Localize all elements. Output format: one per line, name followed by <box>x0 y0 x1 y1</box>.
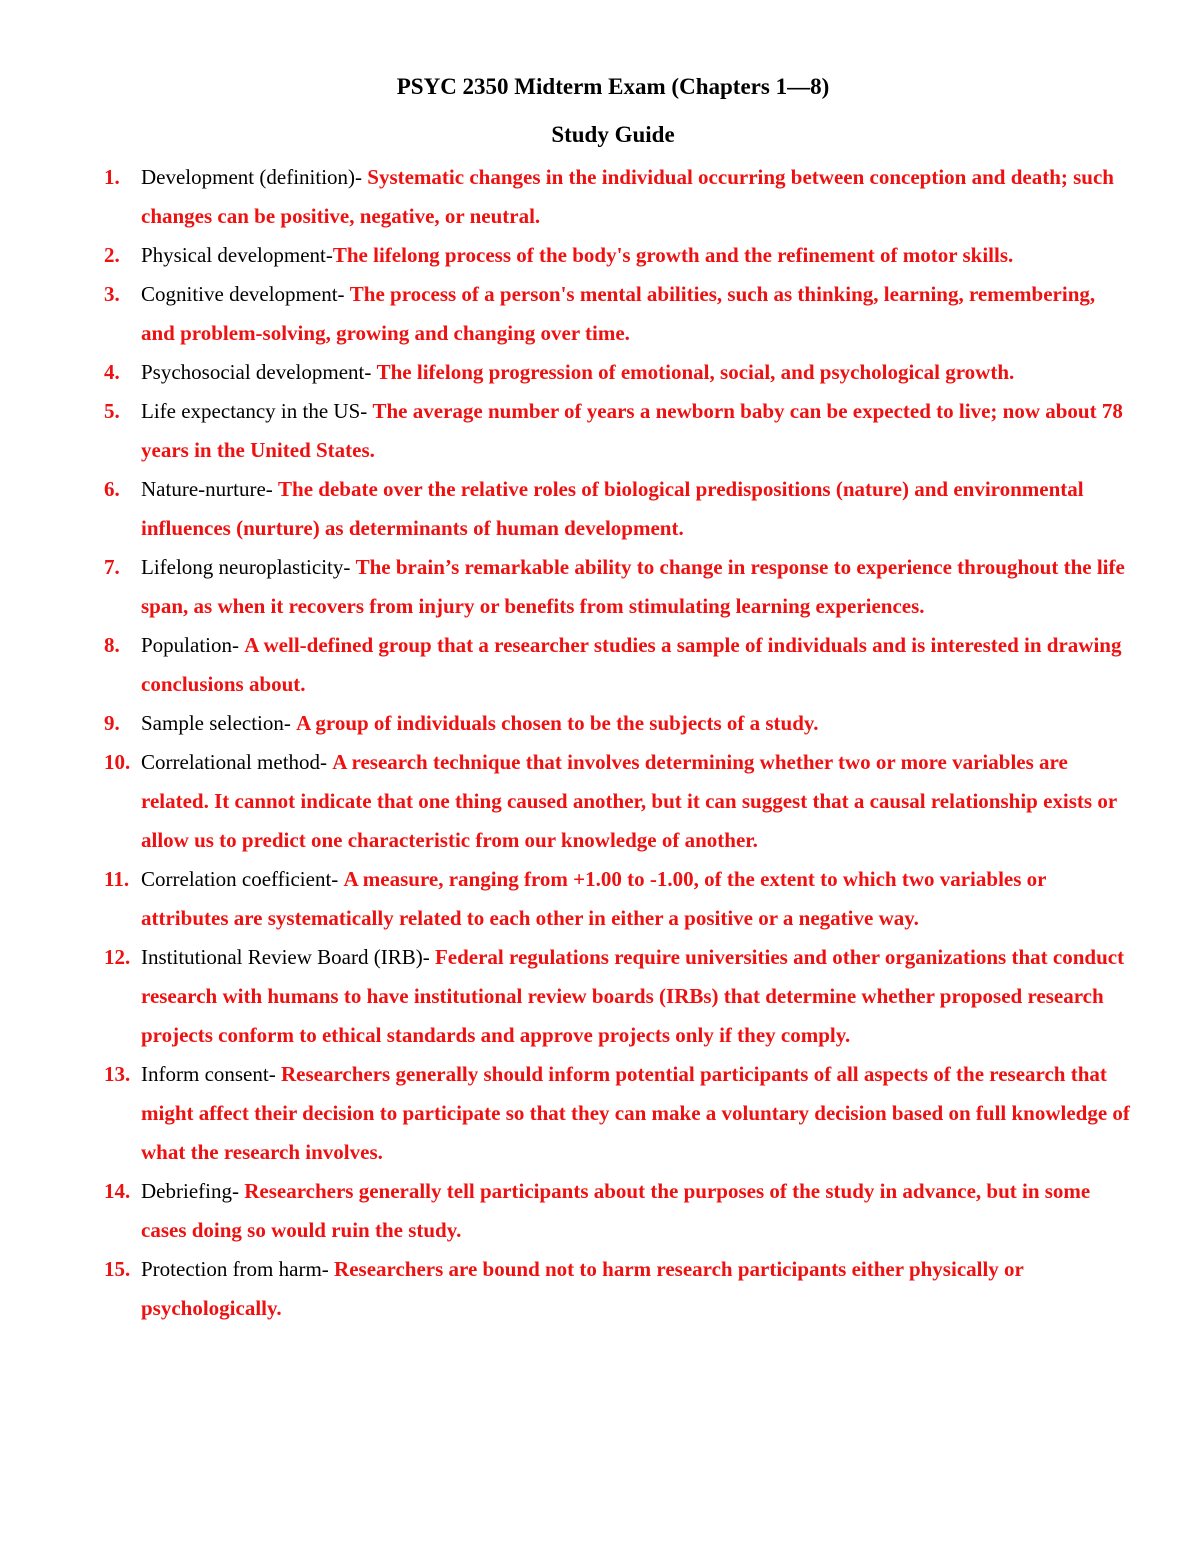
list-item <box>104 938 1130 1055</box>
study-guide-list <box>104 158 1130 1328</box>
list-item <box>104 704 1130 743</box>
list-item <box>104 860 1130 938</box>
item-number: 7. <box>104 555 120 579</box>
item-term: Population- <box>141 633 245 657</box>
item-number: 10. <box>104 750 131 774</box>
page-title: PSYC 2350 Midterm Exam (Chapters 1—8) <box>396 74 830 99</box>
item-number: 11. <box>104 867 130 891</box>
item-definition: The average number of years a newborn baby can be expected to live; now about 78 years in the United States. <box>141 399 1123 462</box>
item-number: 13. <box>104 1062 131 1086</box>
item-number: 2. <box>104 243 120 267</box>
item-number: 6. <box>104 477 120 501</box>
item-definition: The process of a person's mental abilities, such as thinking, learning, remembering, and problem-solving, growing and changing over time. <box>141 282 1096 345</box>
list-item <box>104 1172 1130 1250</box>
item-number: 5. <box>104 399 120 423</box>
item-definition: Researchers are bound not to harm research participants either physically or psychologically. <box>141 1257 1024 1320</box>
item-term: Lifelong neuroplasticity- <box>141 555 356 579</box>
item-term: Sample selection- <box>141 711 297 735</box>
item-definition: The lifelong progression of emotional, social, and psychological growth. <box>376 360 1015 384</box>
item-number: 9. <box>104 711 120 735</box>
list-item <box>104 626 1130 704</box>
item-number: 3. <box>104 282 120 306</box>
item-definition: A well-defined group that a researcher studies a sample of individuals and is interested in drawing conclusions about. <box>141 633 1122 696</box>
item-term: Life expectancy in the US- <box>141 399 373 423</box>
item-number: 8. <box>104 633 120 657</box>
item-number: 15. <box>104 1257 131 1281</box>
item-definition: Federal regulations require universities and other organizations that conduct research with humans to have institutional review boards (IRBs) that determine whether proposed research projects conform to ethical standards and approve projects only if they comply. <box>141 945 1125 1047</box>
item-definition: A group of individuals chosen to be the subjects of a study. <box>296 711 819 735</box>
item-term: Institutional Review Board (IRB)- <box>141 945 435 969</box>
item-term: Correlation coefficient- <box>141 867 344 891</box>
item-term: Development (definition)- <box>141 165 368 189</box>
item-definition: The lifelong process of the body's growth and the refinement of motor skills. <box>332 243 1014 267</box>
item-definition: Systematic changes in the individual occurring between conception and death; such changes can be positive, negative, or neutral. <box>141 165 1114 228</box>
list-item <box>104 353 1130 392</box>
item-term: Nature-nurture- <box>141 477 279 501</box>
item-definition: A measure, ranging from +1.00 to -1.00, of the extent to which two variables or attributes are systematically related to each other in either a positive or a negative way. <box>141 867 1047 930</box>
item-term: Protection from harm- <box>141 1257 335 1281</box>
list-item <box>104 392 1130 470</box>
list-item <box>104 470 1130 548</box>
item-definition: Researchers generally should inform potential participants of all aspects of the research that might affect their decision to participate so that they can make a voluntary decision based on full knowledge of what the research involves. <box>141 1062 1130 1164</box>
item-number: 1. <box>104 165 120 189</box>
list-item <box>104 743 1130 860</box>
item-number: 14. <box>104 1179 131 1203</box>
item-definition: The brain’s remarkable ability to change in response to experience throughout the life span, as when it recovers from injury or benefits from stimulating learning experiences. <box>141 555 1125 618</box>
item-term: Psychosocial development- <box>141 360 377 384</box>
list-item <box>104 236 1130 275</box>
list-item <box>104 275 1130 353</box>
list-item <box>104 1250 1130 1328</box>
item-term: Physical development- <box>141 243 333 267</box>
item-definition: The debate over the relative roles of biological predispositions (nature) and environmental influences (nurture) as determinants of human development. <box>141 477 1084 540</box>
item-number: 4. <box>104 360 120 384</box>
item-term: Debriefing- <box>141 1179 245 1203</box>
item-term: Correlational method- <box>141 750 333 774</box>
list-item <box>104 548 1130 626</box>
page-subtitle: Study Guide <box>551 122 675 147</box>
item-definition: A research technique that involves determining whether two or more variables are related. It cannot indicate that one thing caused another, but it can suggest that a causal relationship exists or allow us to predict one characteristic from our knowledge of another. <box>141 750 1117 852</box>
item-definition: Researchers generally tell participants about the purposes of the study in advance, but in some cases doing so would ruin the study. <box>141 1179 1091 1242</box>
item-term: Cognitive development- <box>141 282 350 306</box>
list-item <box>104 1055 1130 1172</box>
item-number: 12. <box>104 945 131 969</box>
list-item <box>104 158 1130 236</box>
item-term: Inform consent- <box>141 1062 281 1086</box>
